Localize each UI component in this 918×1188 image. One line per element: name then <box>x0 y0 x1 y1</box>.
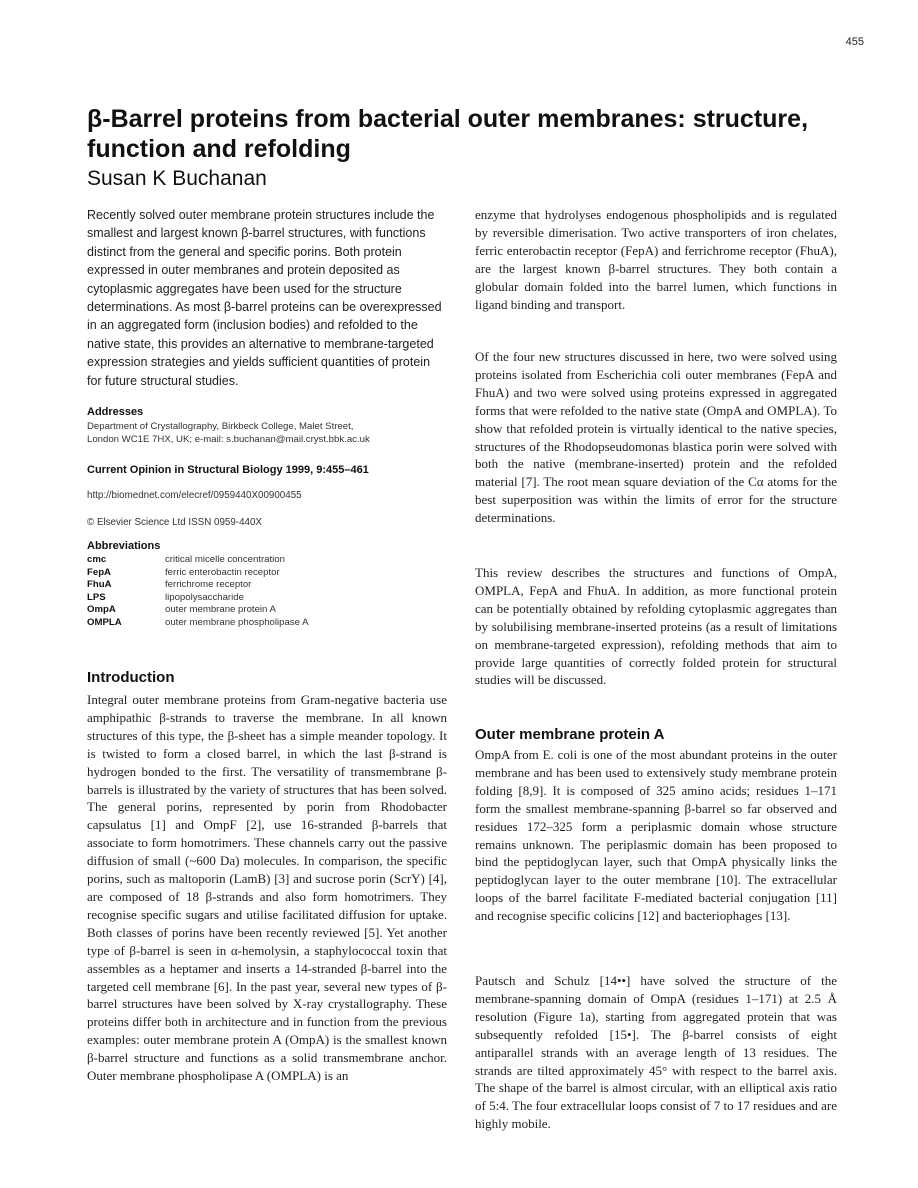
abbreviations-table <box>87 554 308 630</box>
abbreviation-term: FepA <box>87 566 111 578</box>
abbreviation-meaning: outer membrane protein A <box>165 604 276 616</box>
paragraph-review-scope: This review describes the structures and functions of OmpA, OMPLA, FepA and FhuA. In addition, as more functional protein can be potentially obtained by refolding cytoplasmic aggregates than by solubilising membrane-inserted proteins (as a result of limitations on membrane-targeted expression), refolding methods that aim to provide large quantities of correctly folded protein for structural studies will be discussed. <box>475 565 837 688</box>
introduction-text: Integral outer membrane proteins from Gram-negative bacteria use amphipathic β-strands to traverse the membrane. In all known structures of this type, the β-sheet has a simple meander topology. It is twisted to form a closed barrel, in which the last β-strand is hydrogen bonded to the first. The versatility of transmembrane β-barrels is illustrated by the variety of structures that has been solved. The general porins, represented by porin from Rhodobacter capsulatus [1] and OmpF [2], use 16-stranded β-barrels that associate to form homotrimers. These channels carry out the passive diffusion of small (~600 Da) molecules. In comparison, the specific porins, such as maltoporin (LamB) [3] and sucrose porin (ScrY) [4], are composed of 18 β-strands and also form homotrimers. They recognise specific sugars and utilise facilitated diffusion for uptake. Both classes of porins have been recently reviewed [5]. Yet another type of β-barrel is seen in α-hemolysin, a staphylococcal toxin that assembles as a heptamer and inserts a 14-stranded β-barrel into the targeted cell membrane [6]. In the past year, several new types of β-barrel structures have been solved by X-ray crystallography. These proteins differ both in architecture and in function from the previous examples: outer membrane protein A (OmpA) is the smallest known β-barrel structure and functions as a solid transmembrane anchor. Outer membrane phospholipase A (OMPLA) is an <box>87 692 447 1084</box>
abbreviation-meaning: ferrichrome receptor <box>165 579 252 591</box>
paragraph-new-structures: Of the four new structures discussed in here, two were solved using proteins isolated from Escherichia coli outer membranes (FepA and FhuA) and two were solved using proteins expressed in aggregated forms that were refolded to the native state (OmpA and OMPLA). To show that refolded protein is virtually identical to the native species, structures of the Rhodopseudomonas blastica porin were solved with both the native (membrane-inserted) protein and the refolded material [7]. The root mean square deviation of the Cα atoms for the best superposition was within the limits of error for the structure determinations. <box>475 349 837 526</box>
addresses-block <box>87 406 447 446</box>
address-line: Department of Crystallography, Birkbeck College, Malet Street, <box>87 421 354 432</box>
abbreviation-row <box>87 554 308 567</box>
copyright: © Elsevier Science Ltd ISSN 0959-440X <box>87 517 262 528</box>
journal-citation: Current Opinion in Structural Biology 1999, 9:455–461 <box>87 464 369 476</box>
abbreviation-meaning: critical micelle concentration <box>165 554 285 565</box>
abbreviations-block <box>87 540 447 630</box>
abbreviation-row <box>87 567 308 580</box>
abbreviation-term: OMPLA <box>87 616 122 628</box>
addresses-heading: Addresses <box>87 406 144 418</box>
introduction-heading: Introduction <box>87 669 175 686</box>
author: Susan K Buchanan <box>87 167 267 190</box>
abbreviation-meaning: lipopolysaccharide <box>165 591 244 603</box>
ompa-heading: Outer membrane protein A <box>475 726 665 743</box>
abbreviation-term: cmc <box>87 554 107 565</box>
abbreviation-row <box>87 592 308 605</box>
article-url: http://biomednet.com/elecref/0959440X00900455 <box>87 490 302 501</box>
abbreviation-row <box>87 604 308 617</box>
title-block <box>87 104 867 192</box>
page-number: 455 <box>845 36 864 48</box>
paragraph-ompa: OmpA from E. coli is one of the most abundant proteins in the outer membrane and has been used to extensively study membrane protein folding [8,9]. It is composed of 325 amino acids; residues 1–171 form the smallest membrane-spanning β-barrel so far observed and residues 172–325 form a periplasmic domain whose structure remains unknown. The periplasmic domain has been proposed to bind the peptidoglycan layer, such that OmpA physically links the peptidoglycan layer to the outer membrane [10]. The extracellular loops of the barrel facilitate F-mediated bacterial conjugation [11] and recognise specific colicins [12] and bacteriophages [13]. <box>475 747 837 924</box>
paragraph-enzyme: enzyme that hydrolyses endogenous phospholipids and is regulated by reversible dimerisation. Two active transporters of iron chelates, ferric enterobactin receptor (FepA) and ferrichrome receptor (FhuA), are the largest known β-barrel structures. They both contain a globular domain folded into the barrel lumen, which functions in ligand binding and transport. <box>475 207 837 312</box>
paragraph-pautsch-schulz: Pautsch and Schulz [14••] have solved the structure of the membrane-spanning domain of OmpA (residues 1–171) at 2.5 Å resolution (Figure 1a), starting from aggregated protein that was subsequently refolded [15•]. The β-barrel consists of eight antiparallel strands with an average length of 13 residues. The strands are tilted approximately 45° with respect to the barrel axis. The shape of the barrel is almost circular, with an elliptical axis ratio of 5:4. The four extracellular loops consist of 7 to 17 residues and are highly mobile. <box>475 973 837 1132</box>
abbreviation-term: FhuA <box>87 579 112 591</box>
introduction-section <box>87 669 447 1085</box>
abbreviation-meaning: outer membrane phospholipase A <box>165 616 309 628</box>
abbreviation-meaning: ferric enterobactin receptor <box>165 566 280 578</box>
abbreviation-term: LPS <box>87 591 106 603</box>
abbreviation-term: OmpA <box>87 604 116 616</box>
abstract: Recently solved outer membrane protein structures include the smallest and largest known β-barrel structures, with functions distinct from the general and specific porins. Both protein expressed in outer membranes and protein deposited as cytoplasmic aggregates have been used for the structure determinations. As most β-barrel proteins can be overexpressed in an aggregated form (inclusion bodies) and refolded to the native state, this provides an alternative to membrane-targeted expression strategies and yields sufficient quantities of protein for future structural studies. <box>87 208 442 388</box>
address-email-line: London WC1E 7HX, UK; e-mail: s.buchanan@mail.cryst.bbk.ac.uk <box>87 434 370 445</box>
article-title: β-Barrel proteins from bacterial outer membranes: structure, function and refolding <box>87 105 809 163</box>
abbreviations-heading: Abbreviations <box>87 540 161 552</box>
abbreviation-row <box>87 579 308 592</box>
abbreviation-row <box>87 617 308 630</box>
